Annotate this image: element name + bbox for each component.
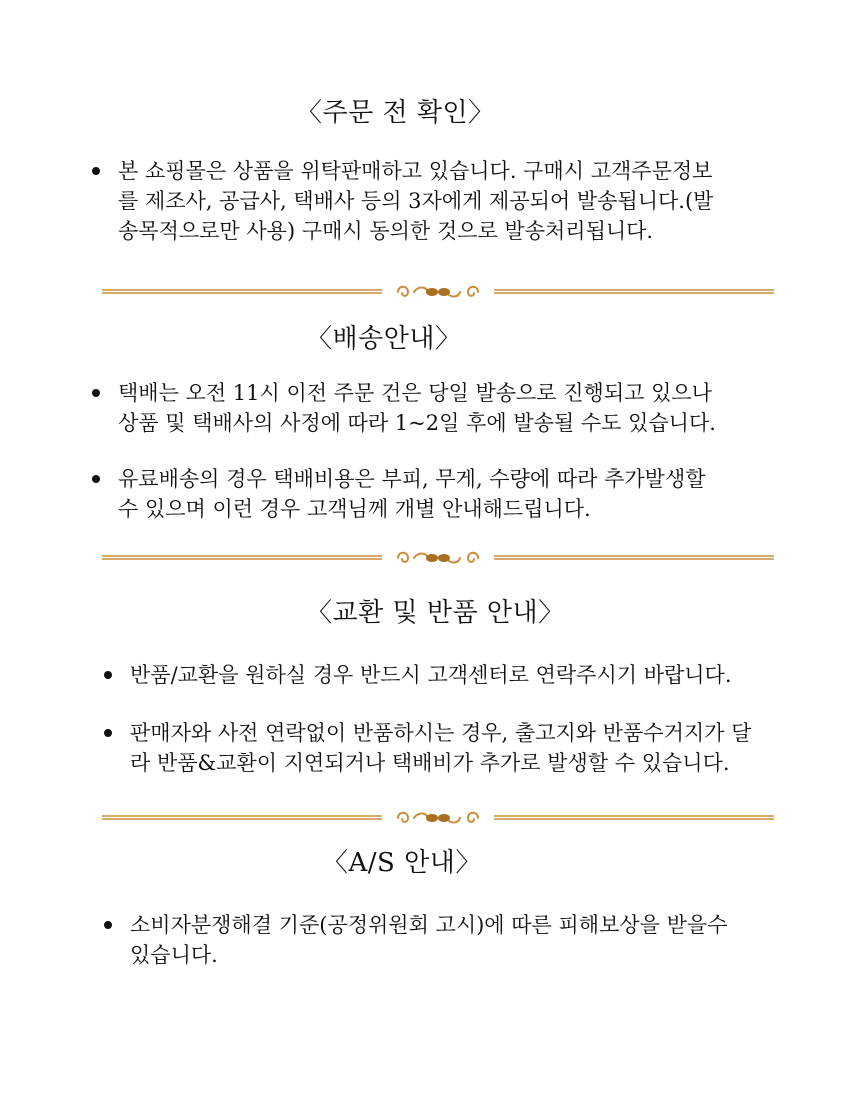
- order-check-item-1: [92, 156, 713, 246]
- section-title-exchange-return: 〈교환 및 반품 안내〉: [306, 598, 565, 628]
- after-service-item-1: [104, 910, 727, 970]
- ornament-divider: [102, 280, 774, 304]
- text-line: 반품/교환을 원하실 경우 반드시 고객센터로 연락주시기 바랍니다.: [130, 663, 732, 687]
- text-line: 를 제조사, 공급사, 택배사 등의 3자에게 제공되어 발송됩니다.(발: [118, 189, 714, 213]
- bullet-dot: [92, 167, 100, 175]
- text-line: 판매자와 사전 연락없이 반품하시는 경우, 출고지와 반품수거지가 달: [130, 721, 752, 745]
- section-title-order-check: 〈주문 전 확인〉: [296, 98, 495, 128]
- ornament-divider: [102, 806, 774, 830]
- section-title-after-service: 〈A/S 안내〉: [322, 848, 482, 878]
- delivery-item-2: [92, 464, 706, 524]
- exchange-item-2: [104, 718, 751, 778]
- bullet-dot: [104, 671, 112, 679]
- gold-scroll-ornament-icon: [102, 280, 774, 304]
- bullet-dot: [92, 475, 100, 483]
- text-line: 라 반품&교환이 지연되거나 택배비가 추가로 발생할 수 있습니다.: [130, 751, 730, 775]
- section-title-delivery: 〈배송안내〉: [306, 324, 462, 354]
- ornament-divider: [102, 546, 774, 570]
- delivery-item-1: [92, 378, 716, 438]
- text-line: 송목적으로만 사용) 구매시 동의한 것으로 발송처리됩니다.: [118, 219, 654, 243]
- text-line: 유료배송의 경우 택배비용은 부피, 무게, 수량에 따라 추가발생할: [118, 467, 706, 491]
- text-line: 있습니다.: [130, 943, 218, 967]
- bullet-dot: [92, 389, 100, 397]
- bullet-dot: [104, 921, 112, 929]
- text-line: 본 쇼핑몰은 상품을 위탁판매하고 있습니다. 구매시 고객주문정보: [118, 159, 713, 183]
- exchange-item-1: [104, 660, 732, 690]
- bullet-dot: [104, 729, 112, 737]
- text-line: 택배는 오전 11시 이전 주문 건은 당일 발송으로 진행되고 있으나: [118, 381, 712, 405]
- gold-scroll-ornament-icon: [102, 806, 774, 830]
- text-line: 소비자분쟁해결 기준(공정위원회 고시)에 따른 피해보상을 받을수: [130, 913, 728, 937]
- text-line: 수 있으며 이런 경우 고객님께 개별 안내해드립니다.: [118, 497, 591, 521]
- gold-scroll-ornament-icon: [102, 546, 774, 570]
- text-line: 상품 및 택배사의 사정에 따라 1~2일 후에 발송될 수도 있습니다.: [118, 411, 716, 435]
